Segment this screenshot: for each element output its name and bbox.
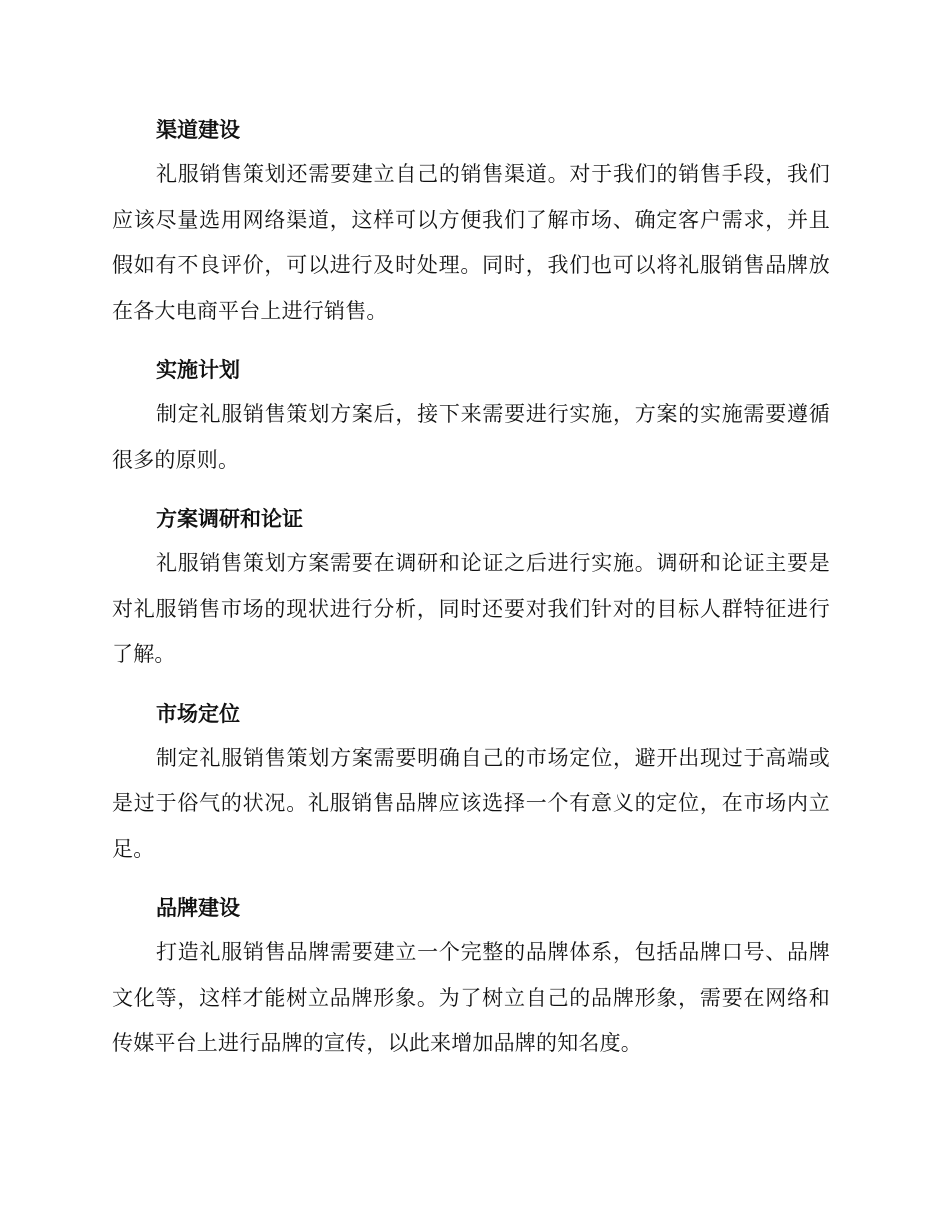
section-gap: [112, 334, 830, 348]
section-heading-implementation: 实施计划: [156, 358, 240, 382]
section-heading-channel: 渠道建设: [156, 118, 240, 142]
section-gap: [112, 872, 830, 886]
section-gap: [112, 483, 830, 497]
section-body-channel: 礼服销售策划还需要建立自己的销售渠道。对于我们的销售手段，我们应该尽量选用网络渠道，这样可以方便我们了解市场、确定客户需求，并且假如有不良评价，可以进行及时处理。同时，我们也可以将礼服销售品牌放在各大电商平台上进行销售。: [112, 162, 830, 323]
section-body-brand: 打造礼服销售品牌需要建立一个完整的品牌体系，包括品牌口号、品牌文化等，这样才能树立品牌形象。为了树立自己的品牌形象，需要在网络和传媒平台上进行品牌的宣传，以此来增加品牌的知名度。: [112, 940, 830, 1055]
section-gap: [112, 678, 830, 692]
section-heading-positioning: 市场定位: [156, 701, 240, 726]
section-heading-brand: 品牌建设: [156, 896, 240, 920]
section-body-research: 礼服销售策划方案需要在调研和论证之后进行实施。调研和论证主要是对礼服销售市场的现状进行分析，同时还要对我们针对的目标人群特征进行了解。: [112, 551, 830, 666]
section-body-implementation: 制定礼服销售策划方案后，接下来需要进行实施，方案的实施需要遵循很多的原则。: [112, 402, 830, 472]
document-page: [112, 108, 830, 1067]
section-body-positioning: 制定礼服销售策划方案需要明确自己的市场定位，避开出现过于高端或是过于俗气的状况。礼服销售品牌应该选择一个有意义的定位，在市场内立足。: [112, 745, 830, 861]
section-heading-research: 方案调研和论证: [156, 507, 303, 531]
